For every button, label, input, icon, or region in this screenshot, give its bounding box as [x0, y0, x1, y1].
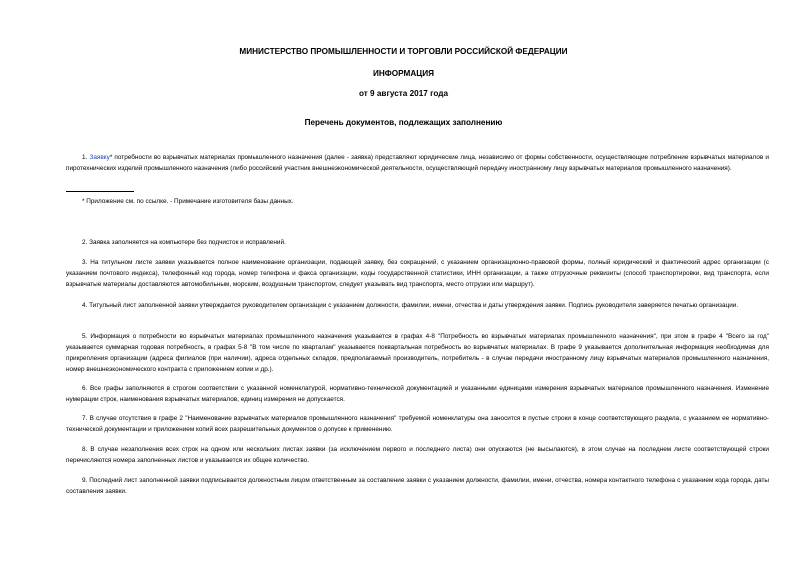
ministry-heading: МИНИСТЕРСТВО ПРОМЫШЛЕННОСТИ И ТОРГОВЛИ РОССИЙСКОЙ ФЕДЕРАЦИИ	[239, 47, 568, 56]
document-title: Перечень документов, подлежащих заполнению	[304, 118, 503, 127]
paragraph-1	[66, 152, 769, 174]
paragraph-7: 7. В случае отсутствия в графе 2 "Наименование взрывчатых материалов промышленного назначения" требуемой номенклатуры она заносится в пустые строки в конце соответствующего раздела, с указанием ее нормативно-технической документации и приложением копий всех разрешительных документов о допуске к применению.	[66, 415, 769, 433]
paragraph-1-prefix: 1.	[82, 154, 90, 161]
request-link[interactable]: Заявку	[89, 154, 110, 161]
footnote-divider	[66, 191, 134, 192]
footnote: * Приложение см. по ссылке. - Примечание изготовителя базы данных.	[82, 198, 294, 205]
paragraph-9: 9. Последний лист заполненной заявки подписывается должностным лицом ответственным за составление заявки с указанием должности, фамилии, имени, отчества, номера контактного телефона с указанием кода города, даты составления заявки.	[66, 477, 769, 495]
paragraph-3: 3. На титульном листе заявки указывается полное наименование организации, подающей заявку, без сокращений, с указанием организационно-правовой формы, полный юридический и фактический адрес организации (с указанием почтового индекса), телефонный код города, номер телефона и факса организации, коды государственной статистики, ИНН организации, а также отгрузочные реквизиты (способ транспортировки, вид транспорта, если взрывчатые материалы доставляются автомобильным, морским, воздушным транспортом, следует указывать вид транспорта, место отгрузки или маршрут).	[66, 259, 769, 288]
paragraph-1-text: * потребности во взрывчатых материалах промышленного назначения (далее - заявка) представляют юридические лица, независимо от формы собственности, осуществляющие потребление взрывчатых материалов и пиротехнических изделий промышленного назначения (либо российский участник внешнеэкономической деятельности, осуществляющий передачу иностранному лицу взрывчатых материалов промышленного назначения).	[66, 154, 769, 172]
paragraph-8: 8. В случае незаполнения всех строк на одном или нескольких листах заявки (за исключением первого и последнего листа) они опускаются (не высылаются), в этом случае на последнем листе соответствующей строки перечисляются номера заполненных листов и указывается их общее количество.	[66, 446, 769, 464]
document-type-heading: ИНФОРМАЦИЯ	[373, 69, 434, 78]
paragraph-4: 4. Титульный лист заполненной заявки утверждается руководителем организации с указанием должности, фамилии, имени, отчества и даты утверждения заявки. Подпись руководителя заверяется печатью организации.	[82, 302, 739, 309]
document-date: от 9 августа 2017 года	[358, 89, 449, 98]
paragraph-6: 6. Все графы заполняются в строгом соответствии с указанной номенклатурой, нормативно-технической документацией и указанными единицами измерения взрывчатых материалов промышленного назначения. Изменение нумерации строк, наименования взрывчатых материалов, единиц измерения не допускается.	[66, 385, 769, 403]
paragraph-2: 2. Заявка заполняется на компьютере без подчисток и исправлений.	[82, 239, 286, 246]
paragraph-5: 5. Информация о потребности во взрывчатых материалах промышленного назначения указывается в графах 4-8 "Потребность во взрывчатых материалах промышленного назначения", при этом в графе 4 "Всего за год" указывается суммарная годовая потребность, в графах 5-8 "В том числе по кварталам" указывается поквартальная потребность во взрывчатых материалах. В графе 9 указывается дополнительная информация необходимая для прикрепления организации (адреса филиалов (при наличии), адреса отдельных складов, предполагаемый производитель, потребитель - в случае передачи иностранному лицу взрывчатых материалов промышленного назначения, номер внешнеэкономического контракта с приложением копии и др.).	[66, 333, 769, 373]
